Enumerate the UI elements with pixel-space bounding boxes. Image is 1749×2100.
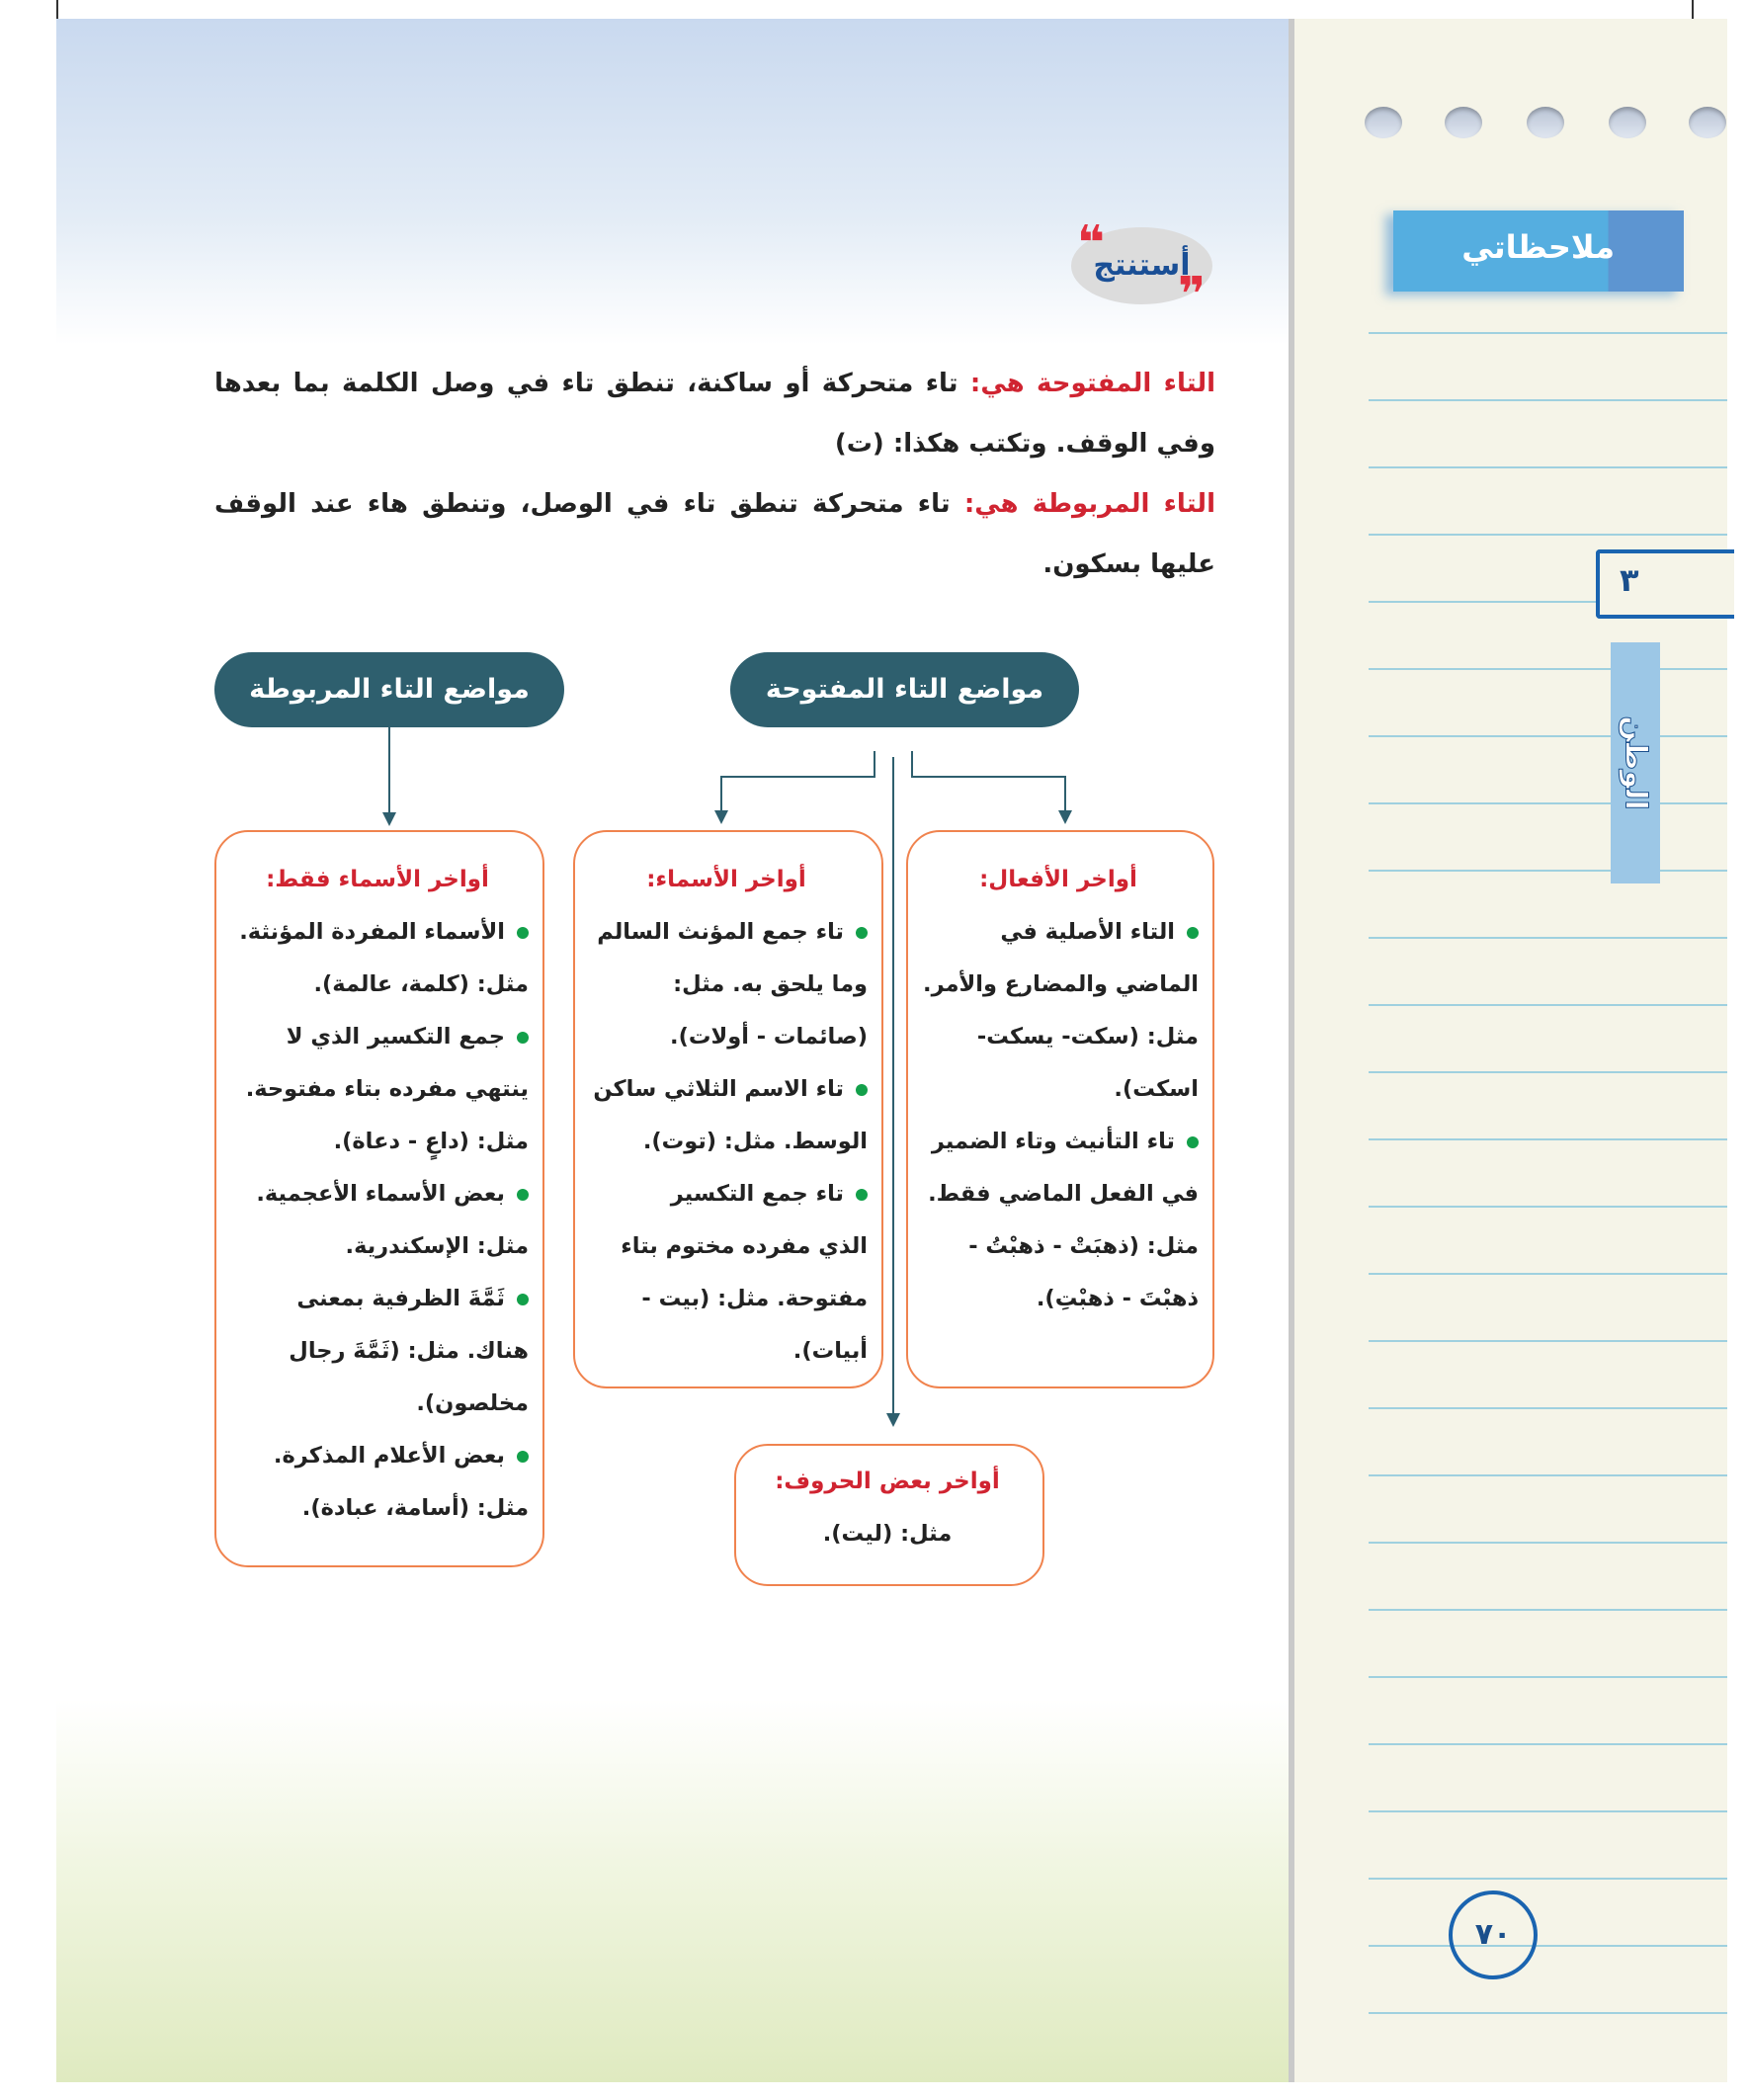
arrow-down-icon (382, 812, 396, 826)
notebook-hole (1689, 107, 1726, 138)
arrow-down-icon (1058, 810, 1072, 824)
notebook-rule (1369, 399, 1727, 401)
unit-ribbon (1611, 642, 1660, 883)
list-item-text: مثل: (ليت). (822, 1521, 953, 1547)
arrow-down-icon (714, 810, 728, 824)
list-item (226, 1482, 529, 1535)
notebook-rule (1369, 1004, 1727, 1006)
list-item-text: التاء الأصلية في (1000, 919, 1175, 945)
notebook-rule (1369, 1273, 1727, 1275)
notebook-hole (1527, 107, 1564, 138)
page-number: ٧٠ (1449, 1890, 1538, 1979)
bullet-icon (517, 1189, 529, 1201)
letters-box (734, 1444, 1044, 1586)
list-item-text: الأسماء المفردة المؤنثة. (239, 919, 505, 945)
list-item (226, 1011, 529, 1063)
list-item-text: الوسط. مثل: (توت). (642, 1129, 868, 1154)
bullet-icon (1187, 1136, 1199, 1148)
notebook-rule (1369, 1676, 1727, 1678)
list-item-text: ثَمَّةَ الظرفية بمعنى (296, 1286, 505, 1311)
notebook-rule (1369, 937, 1727, 939)
list-item (585, 1116, 868, 1168)
list-item-text: تاء جمع التكسير (670, 1181, 844, 1207)
notebook-rule (1369, 1945, 1727, 1947)
unit-number: ٣ (1596, 549, 1734, 619)
list-item-text: تاء التأنيث وتاء الضمير (931, 1129, 1175, 1154)
connector-line (720, 776, 722, 815)
list-item (918, 1116, 1199, 1168)
list-item-text: جمع التكسير الذي لا (286, 1024, 505, 1050)
list-item (918, 1220, 1199, 1273)
notebook-hole (1445, 107, 1482, 138)
list-item (585, 1325, 868, 1378)
notebook-rule (1369, 735, 1727, 737)
list-item (746, 1508, 1029, 1560)
list-item-text: هناك. مثل: (ثَمَّةَ رجال (289, 1338, 529, 1364)
list-item-text: مخلصون). (416, 1390, 529, 1416)
notebook-rule (1369, 1407, 1727, 1409)
connector-line (911, 751, 913, 777)
nouns-only-box (214, 830, 544, 1567)
conclude-badge (1071, 215, 1219, 322)
connector-line (720, 776, 875, 778)
definition-tied-ta (214, 474, 1215, 595)
notebook-hole (1365, 107, 1402, 138)
list-item (226, 1063, 529, 1116)
crop-mark (1692, 0, 1694, 19)
connector-line (874, 751, 875, 777)
definition-text: تاء متحركة تنطق تاء في الوصل، وتنطق هاء عند الوقف عليها بسكون. (214, 489, 1215, 579)
notebook-hole (1609, 107, 1646, 138)
connector-line (911, 776, 1066, 778)
notebook-rule (1369, 332, 1727, 334)
bullet-icon (1187, 927, 1199, 939)
list-item (226, 1273, 529, 1325)
bullet-icon (856, 1084, 868, 1096)
notebook-rule (1369, 802, 1727, 804)
bullet-icon (517, 1032, 529, 1044)
box-title: أواخر الأسماء: (646, 867, 806, 892)
list-item (585, 1011, 868, 1063)
box-title: أواخر بعض الحروف: (775, 1469, 1000, 1494)
list-item-text: بعض الأسماء الأعجمية. (256, 1181, 505, 1207)
verbs-box (906, 830, 1214, 1388)
definition-open-ta (214, 354, 1215, 474)
box-title: أواخر الأسماء فقط: (266, 867, 489, 892)
bullet-icon (517, 927, 529, 939)
list-item (918, 1168, 1199, 1220)
list-item (585, 1273, 868, 1325)
list-item (585, 906, 868, 959)
definition-text: تاء متحركة أو ساكنة، تنطق تاء في وصل الكلمة بما بعدها وفي الوقف. وتكتب هكذا: (ت) (214, 369, 1215, 459)
list-item (226, 1116, 529, 1168)
notes-title: ملاحظاتي (1393, 210, 1684, 292)
crop-mark (56, 0, 58, 19)
list-item (918, 906, 1199, 959)
list-item-text: مثل: الإسكندرية. (345, 1233, 529, 1259)
box-title: أواخر الأفعال: (979, 867, 1137, 892)
list-item-text: الذي مفرده مختوم بتاء (621, 1233, 868, 1259)
notebook-rule (1369, 1138, 1727, 1140)
notebook-rule (1369, 1609, 1727, 1611)
bullet-icon (856, 927, 868, 939)
open-ta-heading: مواضع التاء المفتوحة (730, 652, 1079, 727)
list-item (226, 1220, 529, 1273)
notebook-rule (1369, 534, 1727, 536)
list-item (918, 1273, 1199, 1325)
list-item (226, 959, 529, 1011)
tied-ta-heading: مواضع التاء المربوطة (214, 652, 564, 727)
notebook-rule (1369, 1474, 1727, 1476)
unit-name: الوطن (1618, 715, 1653, 810)
list-item (918, 1063, 1199, 1116)
list-item (585, 1168, 868, 1220)
list-item-text: (صائمات - أولات). (670, 1024, 868, 1050)
list-item-text: وما يلحق به. مثل: (673, 971, 868, 997)
list-item-text: ينتهي مفرده بتاء مفتوحة. (245, 1076, 529, 1102)
close-quote-icon: ❞ (1178, 267, 1207, 322)
notebook-rule (1369, 1071, 1727, 1073)
list-item (226, 1430, 529, 1482)
notebook-rule (1369, 1810, 1727, 1812)
list-item-text: الماضي والمضارع والأمر. (923, 971, 1199, 997)
list-item (585, 1220, 868, 1273)
list-item (918, 959, 1199, 1011)
list-item-text: ذهبْتَ - ذهبْتِ). (1036, 1286, 1199, 1311)
notebook-rule (1369, 466, 1727, 468)
nouns-box (573, 830, 883, 1388)
notebook-rule (1369, 2012, 1727, 2014)
list-item (226, 1325, 529, 1378)
list-item-text: مثل: (داعٍ - دعاة). (333, 1129, 529, 1154)
list-item-text: تاء جمع المؤنث السالم (597, 919, 844, 945)
notebook-rule (1369, 1340, 1727, 1342)
definition-term: التاء المفتوحة هي: (969, 369, 1215, 398)
bullet-icon (856, 1189, 868, 1201)
list-item-text: اسكت). (1114, 1076, 1199, 1102)
list-item (226, 1168, 529, 1220)
notebook-rule (1369, 1878, 1727, 1880)
list-item (585, 959, 868, 1011)
connector-line (892, 757, 894, 1425)
definition-term: التاء المربوطة هي: (963, 489, 1215, 519)
notebook-rule (1369, 870, 1727, 872)
list-item-text: مثل: (ذهبَتْ - ذهبْتُ - (968, 1233, 1199, 1259)
conclude-label: أستنتج (1071, 227, 1212, 304)
list-item-text: بعض الأعلام المذكرة. (273, 1443, 505, 1469)
list-item (226, 1378, 529, 1430)
list-item-text: أبيات). (792, 1338, 868, 1364)
list-item-text: مفتوحة. مثل: (بيت - (641, 1286, 868, 1311)
notes-panel (1289, 19, 1727, 2082)
notebook-rule (1369, 668, 1727, 670)
list-item (585, 1063, 868, 1116)
bullet-icon (517, 1451, 529, 1463)
connector-line (1064, 776, 1066, 815)
arrow-down-icon (886, 1413, 900, 1427)
list-item-text: مثل: (أسامة، عبادة). (301, 1495, 529, 1521)
list-item (226, 906, 529, 959)
bullet-icon (517, 1294, 529, 1305)
list-item-text: في الفعل الماضي فقط. (928, 1181, 1199, 1207)
list-item (918, 1011, 1199, 1063)
connector-line (388, 727, 390, 816)
notebook-rule (1369, 1743, 1727, 1745)
notebook-rule (1369, 1206, 1727, 1208)
list-item-text: مثل: (سكت- يسكت- (976, 1024, 1199, 1050)
open-quote-icon: ❝ (1077, 215, 1106, 271)
list-item-text: تاء الاسم الثلاثي ساكن (593, 1076, 844, 1102)
notebook-rule (1369, 1542, 1727, 1544)
list-item-text: مثل: (كلمة، عالمة). (313, 971, 529, 997)
